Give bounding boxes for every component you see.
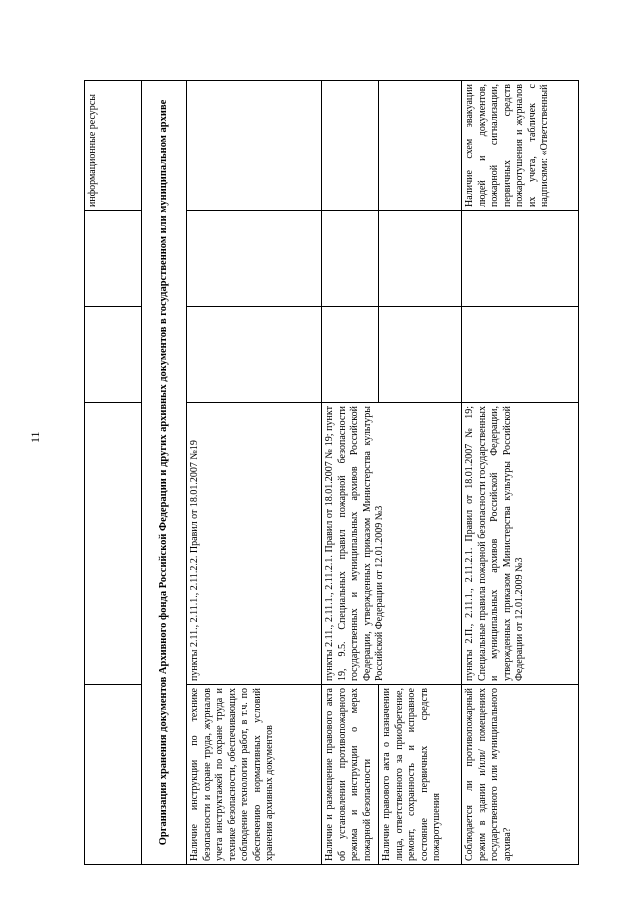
no-cell xyxy=(322,211,379,307)
note-cell xyxy=(187,81,322,211)
note-cell xyxy=(322,81,379,211)
norm-cell: пункты 2.П., 2.11.1., 2.11.2.1. Правил от 18.01.2007 № 19; Специальные правила пожарной безопасности государственных и муниципальных архивов Российской Федерации, утвержденных приказом Министерства культуры Российской Федерации от 12.01.2009 №3 xyxy=(462,403,579,685)
header-cell-norm xyxy=(85,403,142,685)
yes-cell xyxy=(187,307,322,403)
header-cell-no xyxy=(85,211,142,307)
no-cell xyxy=(187,211,322,307)
rotated-table-container xyxy=(84,81,552,865)
norm-cell: пункты 2.11., 2.11.1., 2.11.2.1. Правил от 18.01.2007 № 19; пункт 19, 9.5. Специальных правил пожарной безопасности государственных и муниципальных архивов Российской Федерации, утвержденных приказом Министерства культуры Российской Федерации от 12.01.2009 №3 xyxy=(322,403,462,685)
page-number: 11 xyxy=(28,431,42,443)
yes-cell xyxy=(379,307,462,403)
question-cell: Наличие и размещение правового акта об установлении противопожарного режима и инструкции о мерах пожарной безопасности xyxy=(322,685,379,865)
question-cell: Наличие инструкции по технике безопасности и охране труда, журналов учета инструктажей по охране труда и технике безопасности, обеспечивающих соблюдение технологии работ, в т.ч. по обеспечению нормативных условий хранения архивных документов xyxy=(187,685,322,865)
header-cell-yes xyxy=(85,307,142,403)
question-cell: Наличие правового акта о назначении лица, ответственного за приобретение, ремонт, сохранность и исправное состояние первичных средств пожаротушения xyxy=(379,685,462,865)
checklist-table xyxy=(84,80,579,865)
no-cell xyxy=(379,211,462,307)
yes-cell xyxy=(462,307,579,403)
table-row xyxy=(462,81,579,865)
header-cell-note: информационные ресурсы xyxy=(85,81,142,211)
note-cell xyxy=(379,81,462,211)
no-cell xyxy=(462,211,579,307)
table-row xyxy=(322,81,379,865)
question-cell: Соблюдается ли противопожарный режим в здании и/или/ помещениях государственного или муниципального архива? xyxy=(462,685,579,865)
yes-cell xyxy=(322,307,379,403)
section-title: Организация хранения документов Архивного фонда Российской Федерации и других архивных документов в государственном или муниципальном архиве xyxy=(142,81,187,865)
header-row xyxy=(85,81,142,865)
header-cell-question xyxy=(85,685,142,865)
section-row xyxy=(142,81,187,865)
table-row xyxy=(187,81,322,865)
note-cell: Наличие схем эвакуации людей и документов, пожарной сигнализации, первичных средств пожаротушения и журналов их учета, табличек с надписями: «Ответственный xyxy=(462,81,579,211)
norm-cell: пункты 2.11., 2.11.1., 2.11.2.2. Правил от 18.01.2007 №19 xyxy=(187,403,322,685)
